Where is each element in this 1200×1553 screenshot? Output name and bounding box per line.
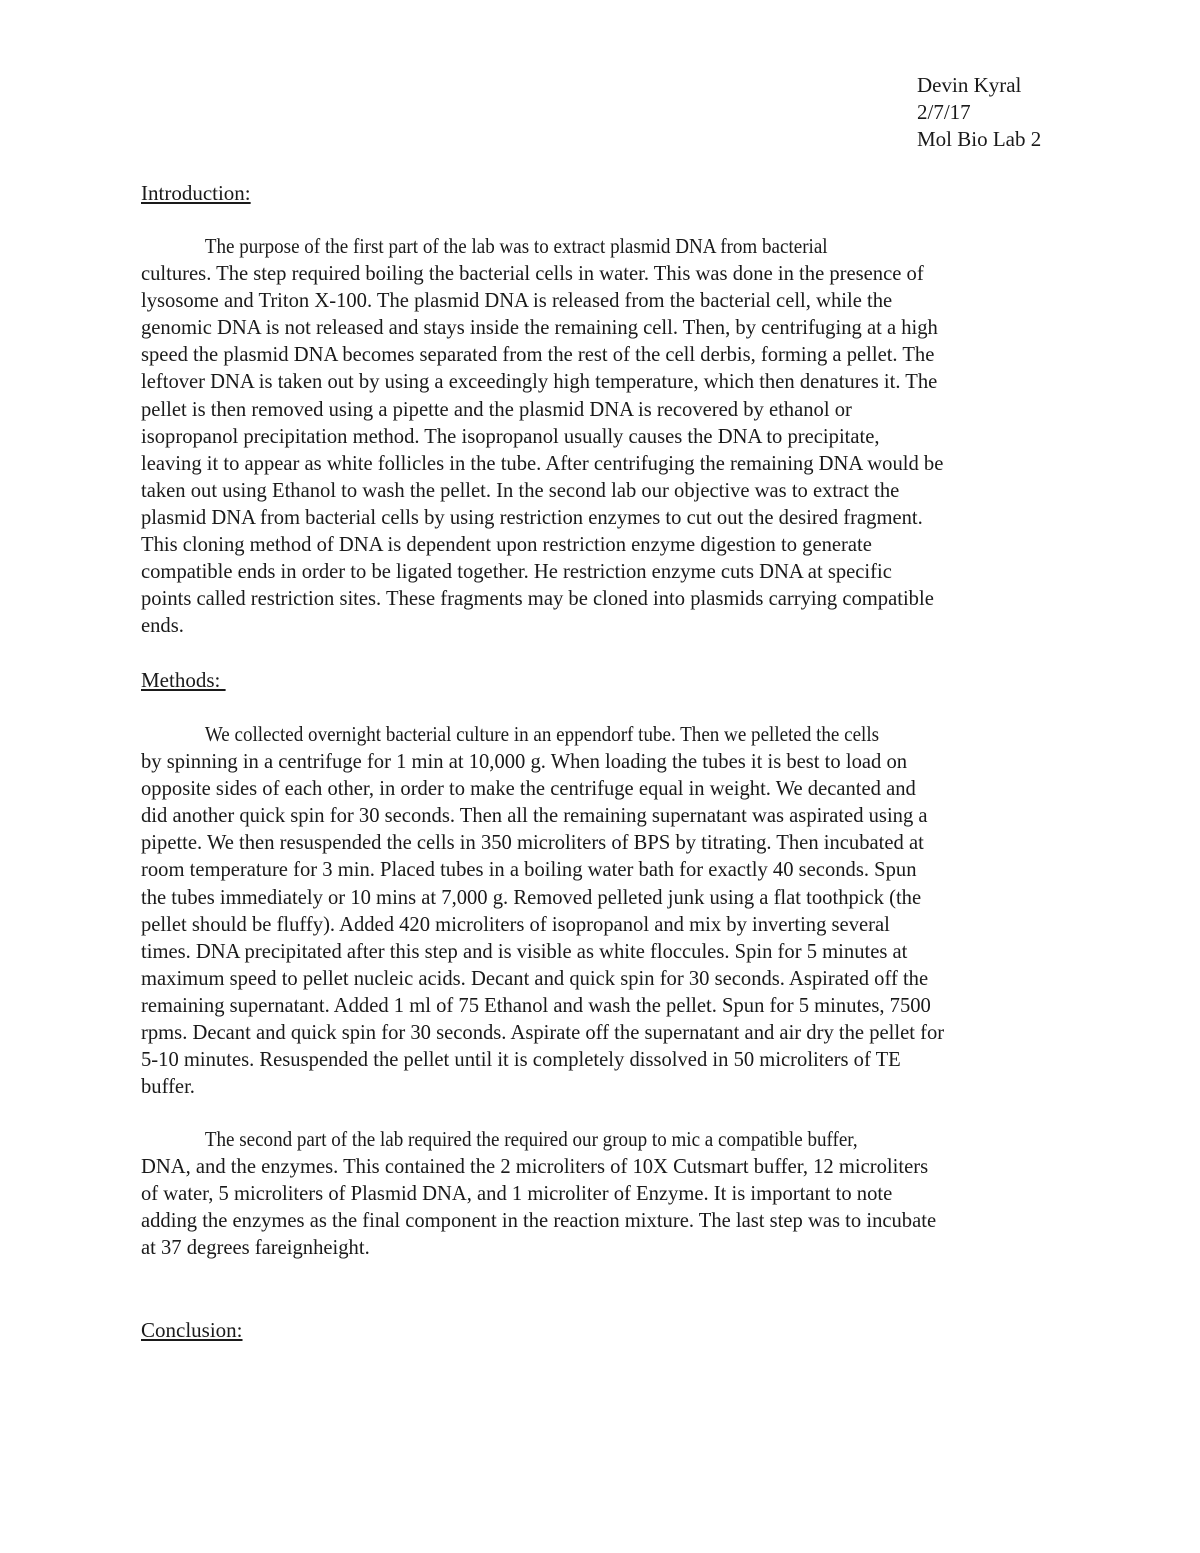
introduction-heading: Introduction: xyxy=(141,181,251,205)
author-name: Devin Kyral xyxy=(917,73,1022,97)
paragraph-line: pellet should be fluffy). Added 420 microliters of isopropanol and mix by inverting several xyxy=(141,913,890,936)
paragraph-line: ends. xyxy=(141,615,184,638)
paragraph-line: DNA, and the enzymes. This contained the 2 microliters of 10X Cutsmart buffer, 12 microliters xyxy=(141,1156,929,1179)
methods-paragraph-1 xyxy=(141,722,1063,1101)
paragraph-line: adding the enzymes as the final component in the reaction mixture. The last step was to incubate xyxy=(141,1210,937,1233)
paragraph-line: genomic DNA is not released and stays inside the remaining cell. Then, by centrifuging at a high xyxy=(141,317,938,340)
document-date: 2/7/17 xyxy=(917,100,971,124)
paragraph-line: buffer. xyxy=(141,1076,195,1099)
paragraph-line: The second part of the lab required the required our group to mic a compatible buffer, xyxy=(204,1129,858,1151)
paragraph-line: We collected overnight bacterial culture in an eppendorf tube. Then we pelleted the cells xyxy=(204,724,880,746)
paragraph-line: points called restriction sites. These fragments may be cloned into plasmids carrying compatible xyxy=(141,588,934,611)
paragraph-line: This cloning method of DNA is dependent upon restriction enzyme digestion to generate xyxy=(141,534,872,557)
paragraph-line: isopropanol precipitation method. The isopropanol usually causes the DNA to precipitate, xyxy=(141,425,880,448)
paragraph-line: by spinning in a centrifuge for 1 min at 10,000 g. When loading the tubes it is best to load on xyxy=(141,751,908,774)
paragraph-line: lysosome and Triton X-100. The plasmid DNA is released from the bacterial cell, while the xyxy=(141,290,893,313)
methods-heading: Methods: xyxy=(141,668,226,692)
paragraph-line: leaving it to appear as white follicles in the tube. After centrifuging the remaining DNA would be xyxy=(141,452,944,475)
paragraph-line: rpms. Decant and quick spin for 30 seconds. Aspirate off the supernatant and air dry the pellet for xyxy=(141,1022,945,1045)
paragraph-line: taken out using Ethanol to wash the pellet. In the second lab our objective was to extract the xyxy=(141,479,900,502)
paragraph-line: of water, 5 microliters of Plasmid DNA, and 1 microliter of Enzyme. It is important to note xyxy=(141,1183,893,1206)
paragraph-line: opposite sides of each other, in order to make the centrifuge equal in weight. We decanted and xyxy=(141,778,916,801)
paragraph-line: plasmid DNA from bacterial cells by using restriction enzymes to cut out the desired fragment. xyxy=(141,506,923,529)
paragraph-line: cultures. The step required boiling the bacterial cells in water. This was done in the presence of xyxy=(141,263,924,286)
paragraph-line: remaining supernatant. Added 1 ml of 75 Ethanol and wash the pellet. Spun for 5 minutes, 7500 xyxy=(141,994,931,1017)
paragraph-line: pipette. We then resuspended the cells in 350 microliters of BPS by titrating. Then incubated at xyxy=(141,832,924,855)
paragraph-line: leftover DNA is taken out by using a exceedingly high temperature, which then denatures it. The xyxy=(141,371,938,394)
paragraph-line: did another quick spin for 30 seconds. Then all the remaining supernatant was aspirated using a xyxy=(141,805,928,828)
paragraph-line: maximum speed to pellet nucleic acids. Decant and quick spin for 30 seconds. Aspirated off the xyxy=(141,967,929,990)
conclusion-heading: Conclusion: xyxy=(141,1318,243,1342)
paragraph-line: room temperature for 3 min. Placed tubes in a boiling water bath for exactly 40 seconds. Spun xyxy=(141,859,917,882)
paragraph-line: 5-10 minutes. Resuspended the pellet until it is completely dissolved in 50 microliters of TE xyxy=(141,1049,901,1072)
course-name: Mol Bio Lab 2 xyxy=(917,127,1042,151)
methods-paragraph-2 xyxy=(141,1127,1063,1262)
paragraph-line: compatible ends in order to be ligated together. He restriction enzyme cuts DNA at specific xyxy=(141,561,892,584)
paragraph-line: The purpose of the first part of the lab was to extract plasmid DNA from bacterial xyxy=(204,236,828,258)
paragraph-line: pellet is then removed using a pipette and the plasmid DNA is recovered by ethanol or xyxy=(141,398,852,421)
paragraph-line: at 37 degrees fareignheight. xyxy=(141,1237,370,1260)
author-header xyxy=(917,72,1041,153)
paragraph-line: speed the plasmid DNA becomes separated from the rest of the cell derbis, forming a pellet. The xyxy=(141,344,935,367)
paragraph-line: the tubes immediately or 10 mins at 7,000 g. Removed pelleted junk using a flat toothpick (the xyxy=(141,886,922,909)
paragraph-line: times. DNA precipitated after this step and is visible as white floccules. Spin for 5 minutes at xyxy=(141,940,908,963)
introduction-paragraph xyxy=(141,234,1063,640)
